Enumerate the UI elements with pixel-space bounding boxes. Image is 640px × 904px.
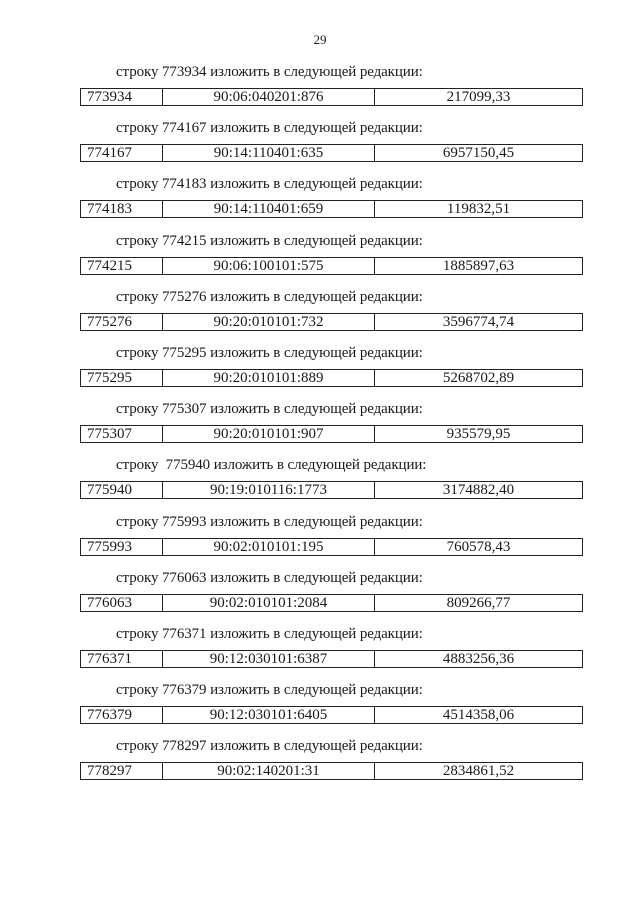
amendment-instruction: строку 774167 изложить в следующей редакции:	[116, 120, 423, 137]
amendment-instruction: строку 778297 изложить в следующей редакции:	[116, 738, 423, 755]
cadastral-number-cell: 90:14:110401:635	[163, 145, 375, 161]
table-row	[80, 313, 583, 331]
row-number-cell: 775993	[81, 539, 163, 555]
row-number-cell: 775940	[81, 482, 163, 498]
table-row	[80, 369, 583, 387]
table-row	[80, 538, 583, 556]
cadastral-number-cell: 90:06:100101:575	[163, 258, 375, 274]
row-number-cell: 775307	[81, 426, 163, 442]
amendment-entry	[0, 285, 640, 341]
cadastral-number-cell: 90:02:140201:31	[163, 763, 375, 779]
row-number-cell: 774167	[81, 145, 163, 161]
cadastral-number-cell: 90:02:010101:195	[163, 539, 375, 555]
amendment-instruction: строку 775295 изложить в следующей редакции:	[116, 344, 423, 361]
cadastral-value-cell: 217099,33	[446, 89, 511, 105]
amendment-instruction: строку 775993 изложить в следующей редакции:	[116, 513, 423, 530]
table-row	[80, 481, 583, 499]
amendment-instruction: строку 776379 изложить в следующей редакции:	[116, 682, 423, 699]
amendment-instruction: строку 775940 изложить в следующей редакции:	[116, 457, 427, 474]
amendment-instruction: строку 775276 изложить в следующей редакции:	[116, 288, 423, 305]
table-row	[80, 762, 583, 780]
amendment-entry	[0, 453, 640, 509]
row-number-cell: 775276	[81, 314, 163, 330]
cadastral-number-cell: 90:14:110401:659	[163, 201, 375, 217]
cadastral-value-cell: 5268702,89	[442, 369, 515, 386]
amendment-entry	[0, 341, 640, 397]
table-row	[80, 594, 583, 612]
amendment-entry	[0, 116, 640, 172]
table-row	[80, 144, 583, 162]
row-number-cell: 774215	[81, 258, 163, 274]
cadastral-number-cell: 90:20:010101:889	[163, 370, 375, 386]
amendment-instruction: строку 774215 изложить в следующей редакции:	[116, 232, 423, 249]
cadastral-number-cell: 90:12:030101:6387	[163, 651, 375, 667]
amendment-entry	[0, 510, 640, 566]
cadastral-number-cell: 90:02:010101:2084	[163, 595, 375, 611]
table-row	[80, 88, 583, 106]
cadastral-value-cell: 6957150,45	[442, 145, 515, 162]
cadastral-value-cell: 2834861,52	[442, 763, 515, 780]
page-number: 29	[313, 32, 327, 47]
cadastral-number-cell: 90:06:040201:876	[163, 89, 375, 105]
table-row	[80, 650, 583, 668]
amendment-entry	[0, 734, 640, 790]
cadastral-value-cell: 4883256,36	[442, 650, 515, 667]
table-row	[80, 257, 583, 275]
cadastral-value-cell: 1885897,63	[442, 257, 515, 274]
cadastral-number-cell: 90:12:030101:6405	[163, 707, 375, 723]
cadastral-value-cell: 809266,77	[446, 594, 511, 611]
amendment-entry	[0, 172, 640, 228]
amendment-instruction: строку 776371 изложить в следующей редакции:	[116, 625, 423, 642]
amendment-instruction: строку 776063 изложить в следующей редакции:	[116, 569, 423, 586]
amendment-instruction: строку 775307 изложить в следующей редакции:	[116, 401, 423, 418]
row-number-cell: 776063	[81, 595, 163, 611]
cadastral-value-cell: 4514358,06	[442, 707, 515, 724]
row-number-cell: 775295	[81, 370, 163, 386]
amendment-entry	[0, 678, 640, 734]
amendment-entry	[0, 397, 640, 453]
cadastral-value-cell: 3596774,74	[442, 313, 515, 330]
cadastral-value-cell: 760578,43	[446, 538, 511, 555]
amendment-list	[0, 60, 640, 790]
cadastral-value-cell: 3174882,40	[442, 482, 515, 499]
cadastral-number-cell: 90:20:010101:732	[163, 314, 375, 330]
cadastral-value-cell: 935579,95	[446, 426, 511, 443]
row-number-cell: 774183	[81, 201, 163, 217]
cadastral-value-cell: 119832,51	[446, 201, 511, 218]
row-number-cell: 776371	[81, 651, 163, 667]
cadastral-number-cell: 90:19:010116:1773	[163, 482, 375, 498]
row-number-cell: 778297	[81, 763, 163, 779]
amendment-entry	[0, 566, 640, 622]
amendment-entry	[0, 622, 640, 678]
amendment-instruction: строку 773934 изложить в следующей редакции:	[116, 64, 423, 80]
amendment-instruction: строку 774183 изложить в следующей редакции:	[116, 176, 423, 193]
table-row	[80, 706, 583, 724]
amendment-entry	[0, 60, 640, 116]
cadastral-number-cell: 90:20:010101:907	[163, 426, 375, 442]
table-row	[80, 200, 583, 218]
row-number-cell: 776379	[81, 707, 163, 723]
amendment-entry	[0, 229, 640, 285]
row-number-cell: 773934	[81, 89, 163, 105]
table-row	[80, 425, 583, 443]
